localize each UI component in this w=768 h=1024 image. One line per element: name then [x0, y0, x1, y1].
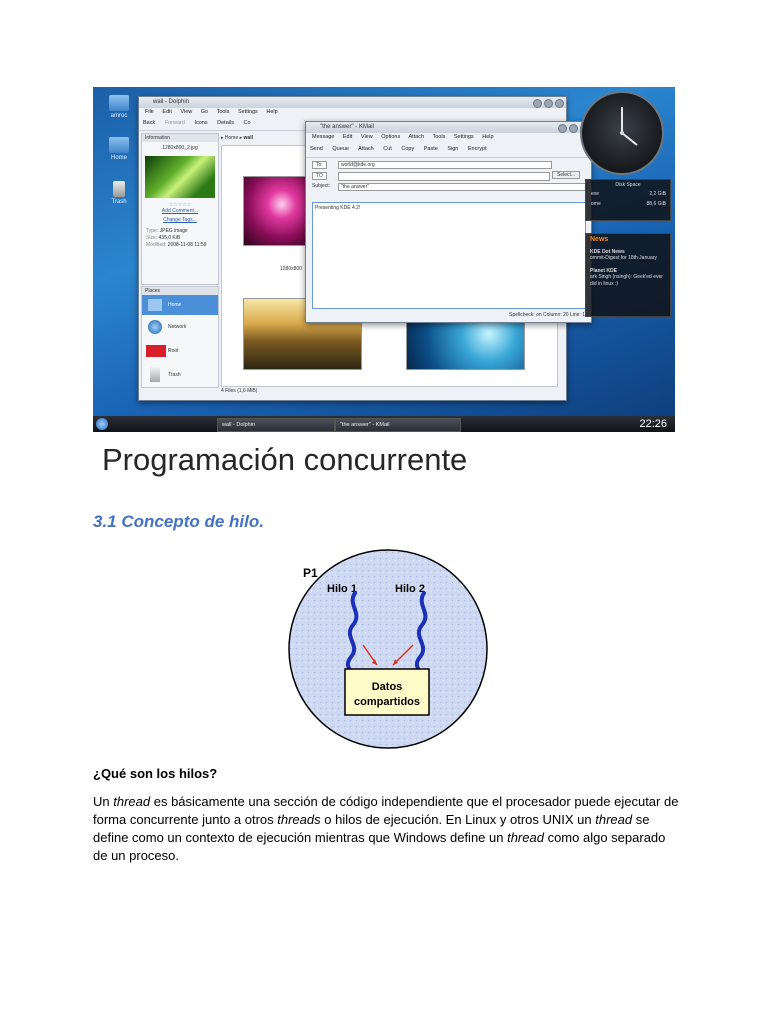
selected-file-name: 1280x800_2.jpg	[162, 145, 198, 151]
body-paragraph	[93, 793, 683, 865]
to2-input	[338, 172, 550, 181]
copy-button: Copy	[401, 146, 415, 152]
kmail-status: Spellcheck: on Column: 20 Line: 1	[509, 312, 585, 318]
select-button: Select...	[552, 171, 580, 179]
meta-size	[146, 235, 218, 242]
meta-value: 2008-11-08 11:59	[167, 242, 207, 248]
minimize-icon	[558, 124, 567, 133]
meta-modified	[146, 242, 218, 249]
icons-view-button: Icons	[194, 120, 208, 126]
trash-icon	[150, 367, 160, 382]
desktop-icon-trash	[99, 181, 139, 205]
place-network	[142, 315, 218, 339]
thread-diagram	[277, 545, 490, 755]
menu-help: Help	[266, 109, 278, 115]
section-heading: 3.1 Concepto de hilo.	[93, 512, 264, 531]
news-item	[586, 264, 670, 292]
forward-button: Forward	[164, 120, 185, 126]
kmail-title: "the answer" - KMail	[320, 124, 374, 130]
rating-stars: ☆☆☆☆☆	[168, 202, 192, 208]
place-label: Trash	[168, 372, 181, 378]
change-tags-link: Change Tags...	[163, 217, 197, 223]
file-meta	[142, 228, 218, 249]
queue-button: Queue	[332, 146, 349, 152]
home-icon	[148, 299, 162, 311]
menu-help: Help	[482, 134, 494, 140]
desktop-icon-amroc	[99, 95, 139, 119]
folder-icon	[109, 95, 129, 111]
question-heading: ¿Qué son los hilos?	[93, 766, 218, 781]
kmail-titlebar	[306, 122, 591, 133]
shared-data-line2: compartidos	[353, 696, 421, 708]
desktop-icon-label: amroc	[110, 113, 128, 119]
dolphin-menubar	[139, 108, 566, 117]
taskbar	[93, 416, 675, 432]
news-title: News	[590, 236, 609, 243]
maximize-icon	[569, 124, 578, 133]
subject-row	[306, 182, 591, 193]
text-run: es básicamente una sección de código independiente que el procesador puede ejecutar de forma concurrente junto a otros	[93, 794, 679, 827]
process-label: P1	[303, 566, 318, 580]
dolphin-title: wall - Dolphin	[153, 99, 190, 105]
globe-icon	[148, 320, 162, 334]
meta-value: 435,0 KiB	[158, 235, 181, 241]
send-button: Send	[310, 146, 323, 152]
meta-value: JPEG image	[159, 228, 188, 234]
to-input: world@kde.org	[338, 161, 552, 169]
place-root	[142, 339, 218, 363]
menu-settings: Settings	[237, 109, 258, 115]
emphasis-threads: threads	[277, 812, 321, 827]
menu-tools: Tools	[216, 109, 230, 115]
breadcrumb: ▸ Home ▸ wall	[221, 135, 253, 141]
add-comment-link: Add Comment...	[161, 208, 199, 214]
text-run: Un	[93, 794, 114, 809]
shared-data-line1: Datos	[371, 681, 403, 693]
desktop-icon-home	[99, 137, 139, 161]
task-label: wall - Dolphin	[222, 422, 256, 428]
breadcrumb-wall: wall	[243, 135, 253, 141]
details-view-button: Details	[217, 120, 234, 126]
to-row	[306, 160, 591, 171]
process-circle	[289, 550, 487, 748]
back-button: Back	[143, 120, 156, 126]
dolphin-status: 4 Files (1,6 MiB)	[221, 388, 258, 394]
news-text: ommit-Digest for 18th January	[590, 255, 657, 261]
attach-button: Attach	[358, 146, 374, 152]
taskbar-dolphin	[217, 418, 335, 432]
kmail-window	[305, 121, 592, 323]
task-label: "the answer" - KMail	[340, 422, 390, 428]
menu-message: Message	[312, 134, 335, 140]
place-label: Root	[168, 348, 179, 354]
emphasis-thread: thread	[595, 812, 633, 827]
breadcrumb-home: Home	[224, 135, 239, 141]
information-panel-title: Information	[142, 134, 218, 142]
text-run: como algo separado de un proceso.	[93, 830, 666, 863]
places-panel	[141, 286, 219, 388]
disk-name: exe	[591, 191, 600, 197]
menu-options: Options	[381, 134, 401, 140]
meta-key: Type:	[146, 228, 159, 234]
kmail-menubar	[306, 133, 591, 142]
disk-name: ome	[591, 201, 601, 207]
news-text: ark Singh (nsingh): Geek'ed ever did in linux :)	[590, 274, 663, 287]
disk-row	[586, 191, 670, 201]
information-panel	[141, 133, 219, 285]
desktop-icon-label: Home	[110, 155, 127, 161]
columns-view-button: Co	[243, 120, 251, 126]
menu-attach: Attach	[408, 134, 425, 140]
desktop-icon-label: Trash	[111, 199, 127, 205]
thread1-label: Hilo 1	[327, 583, 357, 595]
menu-go: Go	[200, 109, 209, 115]
to-label: To:	[312, 161, 327, 169]
dolphin-titlebar	[139, 97, 566, 108]
kde-menu-icon	[96, 418, 108, 430]
emphasis-thread: thread	[113, 794, 151, 809]
taskbar-clock: 22:26	[639, 418, 667, 430]
place-label: Network	[168, 324, 187, 330]
disk-space-title: Disk Space	[615, 182, 641, 188]
news-item	[586, 247, 670, 264]
encrypt-button: Encrypt	[467, 146, 487, 152]
disk-space-widget	[585, 179, 671, 221]
message-body: Presenting KDE 4.2!	[312, 202, 586, 309]
menu-settings: Settings	[453, 134, 474, 140]
taskbar-kmail	[335, 418, 461, 432]
sign-button: Sign	[447, 146, 459, 152]
fern-thumbnail	[145, 156, 215, 198]
kde-desktop-screenshot	[93, 87, 675, 432]
menu-edit: Edit	[162, 109, 172, 115]
news-source: KDE Dot News	[590, 248, 625, 255]
red-folder-icon	[146, 345, 166, 357]
menu-edit: Edit	[342, 134, 353, 140]
kmail-toolbar	[306, 142, 591, 158]
menu-view: View	[360, 134, 373, 140]
cut-button: Cut	[383, 146, 392, 152]
menu-tools: Tools	[432, 134, 446, 140]
minimize-icon	[533, 99, 542, 108]
meta-type	[146, 228, 218, 235]
meta-key: Size:	[146, 235, 158, 241]
place-home	[142, 295, 218, 315]
text-run: se define como un contexto de ejecución mientras que Windows define un	[93, 812, 650, 845]
subject-input: "the answer"	[338, 183, 587, 191]
emphasis-thread: thread	[507, 830, 544, 845]
maximize-icon	[544, 99, 553, 108]
analog-clock-widget	[580, 91, 664, 175]
place-label: Home	[168, 302, 182, 308]
thumbnail-label: 1280x800	[280, 266, 302, 272]
text-run: o hilos de ejecución. En Linux y otros UNIX un	[320, 812, 596, 827]
close-icon	[555, 99, 564, 108]
news-source: Planet KDE	[590, 267, 617, 274]
trash-icon	[113, 181, 125, 197]
clock-hands	[582, 93, 662, 173]
menu-view: View	[180, 109, 193, 115]
to2-label: TO	[312, 172, 327, 180]
to2-row	[306, 171, 591, 182]
news-widget	[585, 233, 671, 317]
paste-button: Paste	[423, 146, 438, 152]
disk-row	[586, 201, 670, 211]
flower-thumbnail	[243, 176, 308, 246]
disk-value: 2,2 GiB	[649, 191, 666, 197]
thread2-label: Hilo 2	[395, 583, 425, 595]
menu-file: File	[145, 109, 154, 115]
home-icon	[109, 137, 129, 153]
page-title: Programación concurrente	[102, 442, 468, 477]
places-title: Places	[142, 287, 218, 295]
place-trash	[142, 363, 218, 387]
meta-key: Modified:	[146, 242, 167, 248]
disk-value: 88,6 GiB	[646, 201, 666, 207]
subject-label: Subject:	[312, 183, 331, 189]
